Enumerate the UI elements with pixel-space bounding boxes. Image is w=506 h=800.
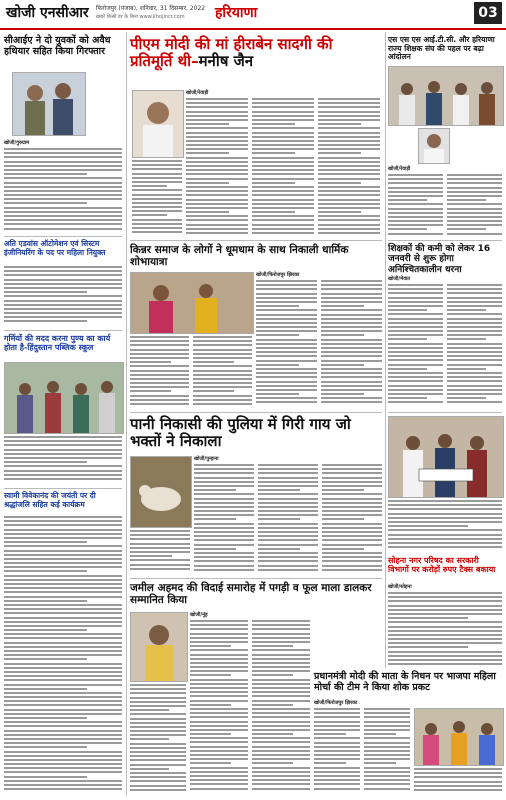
divider — [4, 236, 122, 237]
headline-jamil: जमील अहमद की विदाई समारोह में पगड़ी व फूल माला डालकर सम्मानित किया — [130, 582, 372, 607]
masthead — [0, 0, 506, 30]
byline-main: खोजी/रेवाड़ी — [186, 90, 209, 96]
byline-pani: खोजी/पुन्हाना — [194, 456, 219, 462]
section-title: हरियाणा — [215, 5, 258, 21]
photo-school-event — [4, 362, 124, 434]
byline-jamil: खोजी/नूंह — [190, 612, 208, 618]
photo-cheque-handover — [388, 416, 504, 498]
headline-main-person: मनीष जैन — [198, 52, 254, 71]
story-pm-mother-body — [314, 708, 410, 796]
photo-kinnar-procession — [130, 272, 254, 334]
photo-jamil-ahmed — [130, 612, 188, 682]
headline-pm-mother: प्रधानमंत्री मोदी की माता के निधन पर भाजपा महिला मोर्चा की टीम ने किया शोक प्रकट — [314, 671, 496, 693]
divider — [130, 412, 382, 413]
byline-teachers: खोजी/मेवात — [388, 276, 411, 282]
newspaper-name: खोजी एनसीआर — [6, 5, 89, 21]
divider — [388, 412, 502, 413]
headline-left-fourth: स्वामी विवेकानंद की जयंती पर दी श्रद्धांजलि सहित कई कार्यक्रम — [4, 491, 96, 509]
column-rule — [385, 32, 386, 668]
byline-kinnar: खोजी/फिरोजपुर झिरका — [256, 272, 300, 278]
headline-teachers: शिक्षकों की कमी को लेकर 16 जनवरी से शुरू होगा अनिश्चितकालीन धरना — [388, 244, 491, 275]
story-teachers-body — [388, 284, 502, 408]
story-sohna-intro — [388, 500, 502, 552]
page-number: 03 — [474, 2, 502, 24]
story-right-top-body — [388, 174, 502, 238]
story-left-fourth-body — [4, 516, 122, 796]
byline-right-top: खोजी/रेवाड़ी — [388, 166, 411, 172]
story-jamil-body-left — [130, 684, 186, 796]
headline-main — [130, 36, 380, 71]
photo-police-arrest — [12, 72, 86, 136]
story-main-body-left — [132, 160, 182, 238]
story-kinnar-body-left — [130, 336, 252, 408]
headline-left-third: गर्मियों की मदद करना पुण्य का कार्य होता है-हिंदुस्तान पब्लिक स्कूल — [4, 334, 111, 353]
divider — [388, 240, 502, 241]
story-pm-mother-caption — [414, 768, 502, 796]
story-jamil-body — [190, 620, 310, 796]
byline-left-top: खोजी/गुरुग्राम — [4, 140, 30, 146]
divider — [130, 240, 382, 241]
headline-sohna: सोहना नगर परिषद का सरकारी विभागों पर करोड़ों रुपए टैक्स बकाया — [388, 556, 496, 575]
divider — [4, 330, 122, 331]
photo-cow-rescue — [130, 456, 192, 528]
headline-left-second: अति एडवांस ऑटोमेशन एवं सिस्टम इंजीनियरिंग के पद पर महिला नियुक्त — [4, 239, 106, 257]
photo-meeting — [388, 66, 504, 126]
byline-pm-mother: खोजी/फिरोजपुर झिरका — [314, 700, 358, 706]
headline-right-top: एस एस एस आई.टी.सी. और हरियाणा राज्य शिक्षक संघ की पहल पर बढ़ा आंदोलन — [388, 35, 495, 62]
headline-main-text: पीएम मोदी की मां हीराबेन सादगी की प्रतिमूर्ति थी– — [130, 35, 333, 71]
photo-bjp-women — [414, 708, 504, 766]
dateline: फिरोजपुर (पंजाब), शनिवार, 31 दिसम्बर, 2022 — [96, 5, 206, 12]
divider — [130, 578, 382, 579]
story-kinnar-body — [256, 280, 382, 408]
story-sohna-body — [388, 592, 502, 668]
column-rule — [126, 32, 127, 796]
story-left-third-body — [4, 436, 122, 484]
photo-right-small — [418, 128, 450, 164]
story-main-body — [186, 98, 380, 238]
website-line: ख़बरें किसी डर के बिना www.khojincr.com — [96, 14, 185, 20]
headline-left-top: सीआईए ने दो युवकों को अवैध हथियार सहित किया गिरफ्तार — [4, 35, 111, 57]
photo-manish-jain — [132, 90, 184, 158]
story-pani-body-left — [130, 530, 190, 574]
story-left-top-body — [4, 148, 122, 230]
headline-pani: पानी निकासी की पुलिया में गिरी गाय जो भक्तों ने निकाला — [130, 415, 351, 451]
headline-kinnar: किन्नर समाज के लोगों ने धूमधाम के साथ निकाली धार्मिक शोभायात्रा — [130, 244, 349, 269]
story-pani-body — [194, 464, 382, 574]
story-left-second-body — [4, 266, 122, 324]
byline-sohna: खोजी/सोहना — [388, 584, 412, 590]
divider — [4, 488, 122, 489]
